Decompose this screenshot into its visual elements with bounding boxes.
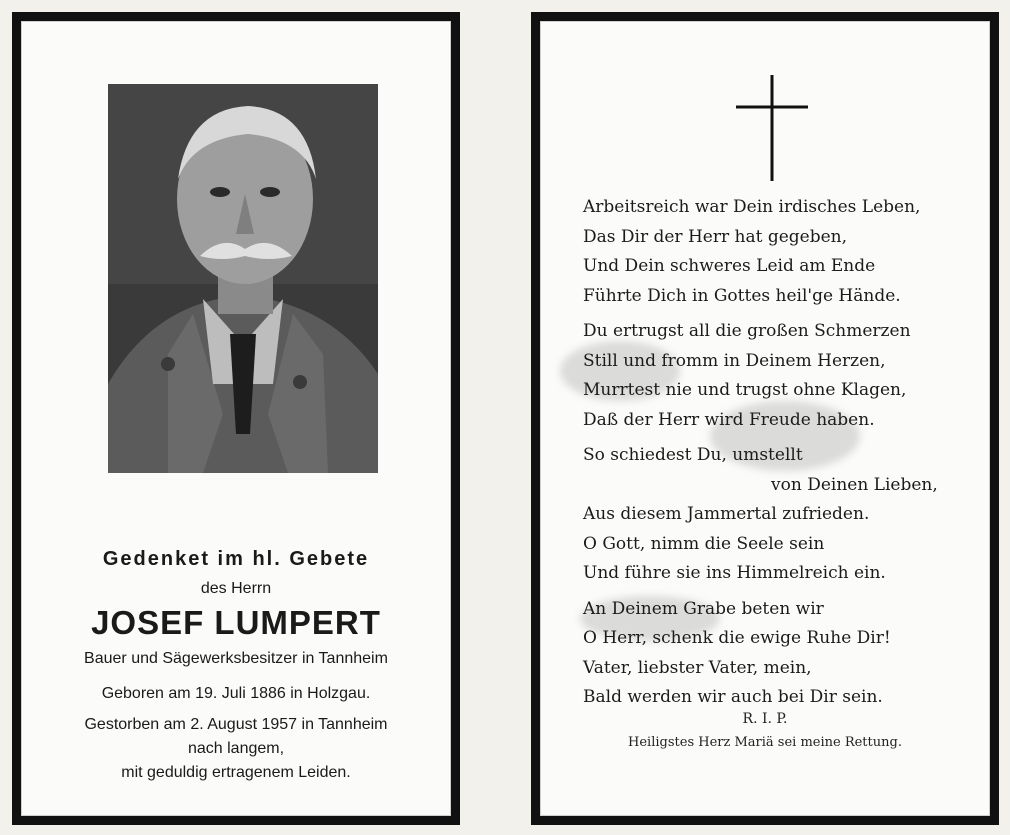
poem-line: Das Dir der Herr hat gegeben, [583, 226, 848, 247]
poem-line: So schiedest Du, umstellt [583, 445, 803, 465]
invite-text: Gedenket im hl. Gebete [102, 548, 370, 570]
poem [583, 193, 983, 713]
poem-line: Du ertrugst all die großen Schmerzen [583, 321, 911, 341]
rip-text: R. I. P. [742, 711, 788, 727]
portrait-photo [108, 84, 378, 473]
poem-line: Bald werden wir auch bei Dir sein. [583, 687, 883, 707]
birth-text: Geboren am 19. Juli 1886 in Holzgau. [101, 685, 371, 702]
poem-line: Aus diesem Jammertal zufrieden. [583, 504, 870, 524]
death-text-line-3: mit geduldig ertragenem Leiden. [121, 764, 351, 781]
poem-line: Arbeitsreich war Dein irdisches Leben, [583, 197, 921, 217]
cross-icon [732, 73, 812, 183]
poem-line: Führte Dich in Gottes heil'ge Hände. [583, 285, 901, 306]
poem-line: Vater, liebster Vater, mein, [583, 657, 812, 678]
poem-line: Und führe sie ins Himmelreich ein. [583, 563, 886, 583]
poem-line: O Gott, nimm die Seele sein [583, 533, 825, 554]
poem-line: An Deinem Grabe beten wir [583, 598, 824, 619]
occupation-text: Bauer und Sägewerksbesitzer in Tannheim [84, 650, 388, 667]
death-text-line-1: Gestorben am 2. August 1957 in Tannheim [84, 716, 388, 733]
memorial-card-right [531, 12, 999, 825]
poem-line: Und Dein schweres Leid am Ende [583, 256, 876, 276]
poem-line: Still und fromm in Deinem Herzen, [583, 350, 886, 371]
honorific-text: des Herrn [200, 580, 272, 597]
poem-line: Daß der Herr wird Freude haben. [583, 409, 875, 430]
poem-line: Murrtest nie und trugst ohne Klagen, [583, 380, 907, 400]
deceased-name: JOSEF LUMPERT [91, 604, 381, 641]
poem-line: O Herr, schenk die ewige Ruhe Dir! [583, 628, 891, 648]
poem-line: von Deinen Lieben, [771, 474, 938, 495]
death-text-line-2: nach langem, [187, 740, 285, 757]
portrait-image [108, 84, 378, 473]
memorial-card-left [12, 12, 460, 825]
prayer-text: Heiligstes Herz Mariä sei meine Rettung. [628, 735, 902, 750]
